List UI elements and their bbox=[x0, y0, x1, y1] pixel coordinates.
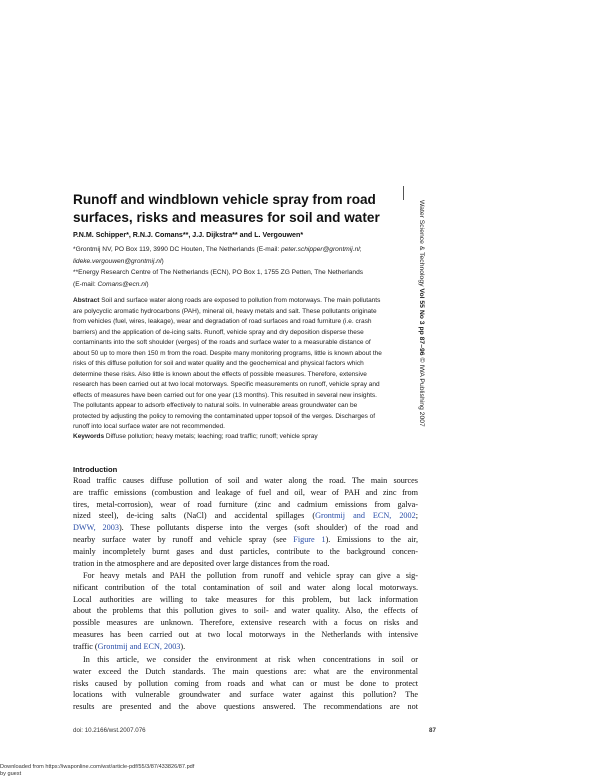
body-line: measures has been carried out at two local motorways in the Netherlands with intensive bbox=[73, 629, 418, 641]
body-line: Local authorities are willing to take measures for this problem, but lack information bbox=[73, 594, 418, 606]
affiliation-1-text: *Grontmij NV, PO Box 119, 3990 DC Houten, The Netherlands (E-mail: bbox=[73, 246, 281, 253]
body-text: nearby surface water by runoff and vehicle spray (see bbox=[73, 535, 293, 544]
body-line: In this article, we consider the environment at risk when concentrations in soil or bbox=[73, 654, 418, 666]
body-line: about the problems that this pollution gives to soil- and water quality. Also, the effects of bbox=[73, 605, 418, 617]
body-line: tration in the atmosphere and are deposited over large distances from the road. bbox=[73, 558, 418, 570]
body-line: locations with vulnerable groundwater and surface water against this pollution? The bbox=[73, 689, 418, 701]
citation-link[interactable]: DWW, 2003 bbox=[73, 523, 119, 532]
affiliation-1-sep: ; bbox=[360, 246, 362, 253]
abstract-line: barriers) and the application of de-icing salts. Runoff, vehicle spray and dry deposition disperse these bbox=[73, 328, 418, 339]
affiliation-2 bbox=[73, 267, 363, 290]
keywords bbox=[73, 433, 318, 440]
abstract-line: determine these risks. Also little is known about the effects of possible measures. Therefore, extensive bbox=[73, 370, 418, 381]
body-line bbox=[73, 522, 418, 534]
download-line-1: Downloaded from https://iwaponline.com/wst/article-pdf/55/3/87/433826/87.pdf bbox=[0, 764, 194, 771]
body-line bbox=[73, 510, 418, 522]
body-line: tires, metal-corrosion), wear of road furniture (zinc and cadmium emissions from galva- bbox=[73, 499, 418, 511]
author-list: P.N.M. Schipper*, R.N.J. Comans**, J.J. Dijkstra** and L. Vergouwen* bbox=[73, 231, 303, 239]
title-line-2: surfaces, risks and measures for soil and water bbox=[73, 209, 380, 227]
body-line bbox=[73, 641, 418, 653]
abstract-line: contaminants into the soft shoulder (verges) of the roads and surface water to a measurable distance of bbox=[73, 338, 418, 349]
journal-volume: Vol 55 No 3 pp 87–96 bbox=[418, 288, 425, 355]
abstract-line: Soil and surface water along roads are exposed to pollution from motorways. The main pollutants bbox=[101, 297, 380, 304]
figure-link[interactable]: Figure 1 bbox=[293, 535, 325, 544]
author-email-3[interactable]: Comans@ecn.nl bbox=[98, 281, 147, 288]
download-notice bbox=[0, 764, 194, 777]
body-line: mainly incompletely burnt gases and dust particles, contribute to the background concen- bbox=[73, 546, 418, 558]
body-line bbox=[73, 534, 418, 546]
body-text: ). Emissions to the air, bbox=[326, 535, 418, 544]
intro-paragraph-1 bbox=[73, 475, 418, 569]
title-line-1: Runoff and windblown vehicle spray from road bbox=[73, 191, 380, 209]
section-heading-introduction: Introduction bbox=[73, 465, 117, 474]
body-text: ). bbox=[180, 642, 185, 651]
abstract-line: are polycyclic aromatic hydrocarbons (PAH), mineral oil, heavy metals and salt. These pollutants originate bbox=[73, 307, 418, 318]
abstract-line: about 50 up to more then 150 m from the road. Despite many monitoring programs, little is known about the bbox=[73, 349, 418, 360]
doi[interactable]: doi: 10.2166/wst.2007.076 bbox=[73, 727, 146, 734]
affiliation-2-close: ) bbox=[146, 281, 148, 288]
body-line: results are presented and the above questions answered. The recommendations are not bbox=[73, 701, 418, 713]
author-email-1[interactable]: peter.schipper@grontmij.nl bbox=[281, 246, 360, 253]
abstract-line: runoff into local surface water are not recommended. bbox=[73, 422, 418, 433]
affiliation-2-prefix: (E-mail: bbox=[73, 281, 98, 288]
keywords-text: Diffuse pollution; heavy metals; leaching; road traffic; runoff; vehicle spray bbox=[106, 433, 318, 440]
author-email-2[interactable]: lideke.vergouwen@grontmij.nl bbox=[73, 258, 161, 265]
journal-divider bbox=[403, 186, 404, 200]
body-text: nized steel), de-icing salts (NaCl) and accidental spillages ( bbox=[73, 511, 315, 520]
abstract-line: research has been carried out at two local motorways. Specific measurements on runoff, vehicle spray and bbox=[73, 380, 418, 391]
citation-link[interactable]: Grontmij and ECN, 2002 bbox=[315, 511, 416, 520]
affiliation-1-close: ) bbox=[161, 258, 163, 265]
keywords-label: Keywords bbox=[73, 433, 104, 440]
body-text: ; bbox=[416, 511, 418, 520]
body-line: For heavy metals and PAH the pollution from runoff and vehicle spray can give a sig- bbox=[73, 570, 418, 582]
citation-link[interactable]: Grontmij and ECN, 2003 bbox=[98, 642, 181, 651]
article-title bbox=[73, 191, 380, 227]
intro-paragraph-3 bbox=[73, 654, 418, 713]
body-text: ). These pollutants disperse into the verges (soft shoulder) of the road and bbox=[119, 523, 418, 532]
body-line: possible measures are unknown. Therefore, extensive research with a focus on risks and bbox=[73, 617, 418, 629]
abstract-line: protected by adjusting the policy to removing the contaminated upper topsoil of the verges. Discharges of bbox=[73, 412, 418, 423]
journal-info-vertical bbox=[418, 200, 425, 427]
abstract-label: Abstract bbox=[73, 297, 99, 304]
abstract-line: effects of measures have been carried out for one year (13 months). This resulted in several new insights. bbox=[73, 391, 418, 402]
affiliation-2-text: **Energy Research Centre of The Netherlands (ECN), PO Box 1, 1755 ZG Petten, The Netherlands bbox=[73, 267, 363, 279]
abstract bbox=[73, 296, 418, 433]
affiliation-1 bbox=[73, 244, 362, 267]
journal-publisher: © IWA Publishing 2007 bbox=[418, 357, 425, 426]
body-line: are traffic emissions (combustion and leakage of fuel and oil, wear of PAH and zinc from bbox=[73, 487, 418, 499]
body-line: Road traffic causes diffuse pollution of soil and water along the road. The main sources bbox=[73, 475, 418, 487]
body-text: traffic ( bbox=[73, 642, 98, 651]
body-line: nificant contribution of the total contamination of soil and water along local motorways. bbox=[73, 582, 418, 594]
page-number: 87 bbox=[429, 727, 436, 734]
abstract-line: from vehicles (fuel, wires, leakage), wear and degradation of road surfaces and road furniture (i.e. crash bbox=[73, 317, 418, 328]
body-line: risks caused by pollution coming from roads and what can or must be done to protect bbox=[73, 678, 418, 690]
intro-paragraph-2 bbox=[73, 570, 418, 653]
download-line-2: by guest bbox=[0, 771, 194, 777]
body-line: water exceed the Dutch standards. The main questions are: what are the environmental bbox=[73, 666, 418, 678]
abstract-line: The pollutants appear to adsorb effectively to natural soils. In vulnerable areas groundwater can be bbox=[73, 401, 418, 412]
journal-name: Water Science & Technology bbox=[418, 200, 425, 287]
abstract-line: risks of this diffuse pollution for soil and water quality and the geochemical and physical factors which bbox=[73, 359, 418, 370]
